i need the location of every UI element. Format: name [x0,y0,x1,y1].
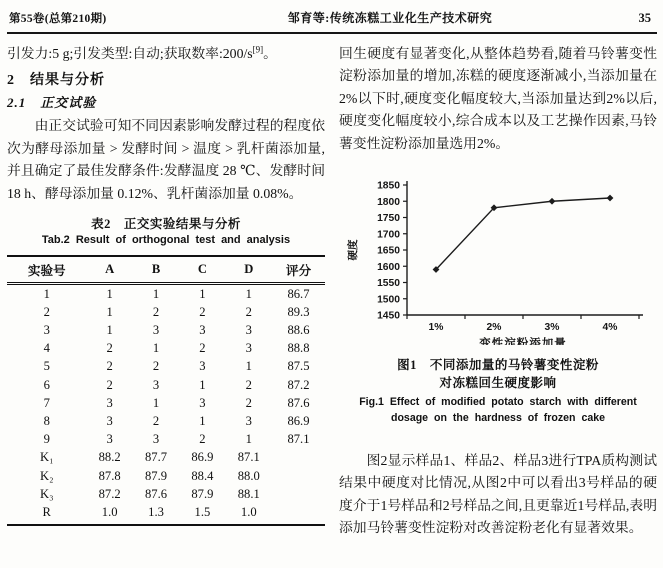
table-cell: 1 [152,286,160,301]
table-column-header: B [133,256,179,284]
figure-caption-en-line2: dosage on the hardness of frozen cake [390,411,606,424]
table-cell: 1 [199,413,206,428]
subsection-heading-orthogonal: 2.1 正交试验 [7,95,97,111]
table-cell: 7 [43,395,50,410]
x-axis-label: 变性淀粉添加量 [479,338,567,346]
table-header-row [7,256,325,284]
table-column-header: 评分 [272,256,325,284]
paragraph-hardness-discussion: 回生硬度有显著变化,从整体趋势看,随着马铃薯变性淀粉添加量的增加,冻糕的硬度逐渐减小,当添加量在2%以下时,硬度变化幅度较大,当添加量达到2%以后,硬度变化幅度较小,综合成本以及工艺操作因素,马铃薯变性淀粉添加量选用2%。 [339,46,657,151]
table-row [7,467,325,485]
table-cell: 88.4 [191,468,214,483]
table-cell: 2 [245,395,252,410]
table-cell: 5 [43,359,50,374]
table-cell: 1 [245,359,252,374]
table-cell [272,485,325,503]
x-tick-label: 2% [486,322,502,334]
table-cell: 3 [245,323,252,337]
y-tick-label: 1700 [377,229,400,241]
table-row [7,431,325,449]
table-cell: 87.9 [191,486,214,501]
table-cell: 86.7 [287,286,310,301]
table-cell: 2 [43,304,50,319]
line-chart-hardness [343,177,653,345]
table-body [7,284,325,525]
table-title-en: Tab.2 Result of orthogonal test and analysis [41,234,291,247]
table-cell: 1 [106,286,113,301]
table-cell: 87.7 [145,450,168,465]
paragraph-trigger-settings [7,43,325,65]
table-cell: 1.5 [179,503,225,525]
table-cell: 3 [199,359,206,374]
figure-caption-en-line1: Fig.1 Effect of modified potato starch with different [359,396,637,409]
table-cell: 86.9 [287,413,310,428]
y-tick-label: 1500 [377,294,400,306]
data-point-marker [607,195,614,202]
table-column-header: 实验号 [7,256,86,284]
table-row [7,376,325,394]
x-tick-label: 4% [602,322,618,334]
table-cell: 3 [199,395,206,410]
y-tick-label: 1750 [377,213,400,225]
figure-caption-cn-line2: 对冻糕回生硬度影响 [439,376,557,391]
orthogonal-results-table [7,255,325,526]
section-heading-results: 2 结果与分析 [7,73,105,89]
table-row [7,412,325,430]
table-cell: 1 [152,395,160,410]
running-title: 邹育等:传统冻糕工业化生产技术研究 [287,11,493,25]
table-column-header: D [226,256,272,284]
y-axis-label: 硬度 [347,239,359,261]
table-cell: 1 [245,286,252,301]
table-cell: 2 [245,304,252,319]
y-tick-label: 1800 [377,196,400,208]
table-row [7,303,325,321]
table-cell: 88.2 [98,450,121,465]
table-cell: 1.0 [86,503,132,525]
table-cell: 1 [43,286,50,301]
table-cell: 4 [43,341,50,356]
table-row [7,340,325,358]
y-tick-label: 1650 [377,245,400,257]
table-cell: 88.0 [237,468,260,483]
table-cell: 3 [152,432,160,447]
table-cell: 87.6 [287,395,310,410]
table-cell: 3 [106,413,113,428]
paragraph-text: 引发力:5 g;引发类型:自动;获取数率:200/s [7,46,253,61]
page-number: 35 [638,11,651,25]
right-column [339,43,657,540]
table-cell: 87.1 [237,450,260,465]
table-cell: 87.5 [287,359,310,374]
table-cell: 9 [43,432,50,447]
table-row [7,358,325,376]
table-cell: 89.3 [287,304,310,319]
table-row [7,284,325,304]
table-cell: 1 [199,377,206,392]
journal-volume: 第55卷(总第210期) [9,13,107,25]
table-cell: 2 [199,341,206,356]
table-cell: 3 [43,323,50,337]
table-cell: 2 [245,377,252,392]
table-column-header: A [86,256,132,284]
table-cell: 87.2 [287,377,310,392]
paragraph-orthogonal-analysis: 由正交试验可知不同因素影响发酵过程的程度依次为酵母添加量 > 发酵时间 > 温度 > 乳杆菌添加量,并且确定了最佳发酵条件:发酵温度 28 ℃、发酵时间 18 h、酵母添加量 0.12%、乳杆菌添加量 0.08%。 [7,118,325,201]
x-tick-label: 3% [544,322,560,334]
table-cell: 2 [152,359,160,374]
table-row [7,485,325,503]
table-cell: 2 [106,341,113,356]
y-tick-label: 1550 [377,278,400,290]
table-cell: 87.6 [145,486,168,501]
table-cell: 87.9 [145,468,168,483]
data-point-marker [549,198,556,205]
table-cell: 2 [152,304,160,319]
table-cell [272,449,325,467]
table-cell: 1.3 [133,503,179,525]
table-cell: 88.6 [287,323,310,337]
table-cell: K₂ [39,468,54,483]
table-title-cn: 表2 正交实验结果与分析 [91,217,241,232]
table-cell: 2 [199,432,206,447]
table-cell: R [7,503,86,525]
table-cell: 1 [245,432,252,447]
y-tick-label: 1450 [377,310,400,322]
page-header [7,6,657,34]
table-cell: 2 [106,377,113,392]
table-cell: 87.1 [287,432,310,447]
table-row [7,449,325,467]
figure-caption-cn-line1: 图1 不同添加量的马铃薯变性淀粉 [397,358,599,373]
table-cell: 8 [43,413,50,428]
table-cell: 1 [106,304,113,319]
table-cell: 1.0 [226,503,272,525]
table-cell: 3 [106,395,113,410]
y-tick-label: 1850 [377,180,400,192]
table-cell: 87.2 [98,486,121,501]
left-column [7,43,325,540]
table-cell: 86.9 [191,450,214,465]
series-line [436,198,610,270]
table-cell: 87.8 [98,468,121,483]
table-cell: 3 [152,377,160,392]
table-cell: 2 [199,304,206,319]
table-cell: 3 [106,432,113,447]
table-cell: 1 [152,341,160,356]
y-tick-label: 1600 [377,261,400,273]
paragraph-tpa-discussion: 图2显示样品1、样品2、样品3进行TPA质构测试结果中硬度对比情况,从图2中可以看出3号样品的硬度介于1号样品和2号样品之间,且更靠近1号样品,表明添加马铃薯变性淀粉对改善淀粉老化有显著效果。 [339,453,657,536]
citation-superscript: [9] [252,44,264,55]
x-tick-label: 1% [428,322,444,334]
table-cell [272,503,325,525]
table-head [7,256,325,284]
table-cell: 3 [245,413,252,428]
table-row [7,321,325,339]
table-cell: K₁ [39,450,54,465]
table-cell: 3 [199,323,206,337]
table-cell: 2 [152,413,160,428]
table-cell: 88.8 [287,341,310,356]
table-row [7,394,325,412]
table-cell: 88.1 [237,486,260,501]
table-cell: 1 [106,323,113,337]
paragraph-text: 。 [263,46,277,61]
table-cell: 6 [43,377,50,392]
table-cell: 3 [245,341,252,356]
table-row [7,503,325,525]
table-cell: K₃ [39,486,54,501]
table-cell: 3 [152,323,160,337]
table-cell: 1 [199,286,206,301]
table-cell: 2 [106,359,113,374]
figure-1 [339,177,657,426]
table-cell [272,467,325,485]
table-column-header: C [179,256,225,284]
